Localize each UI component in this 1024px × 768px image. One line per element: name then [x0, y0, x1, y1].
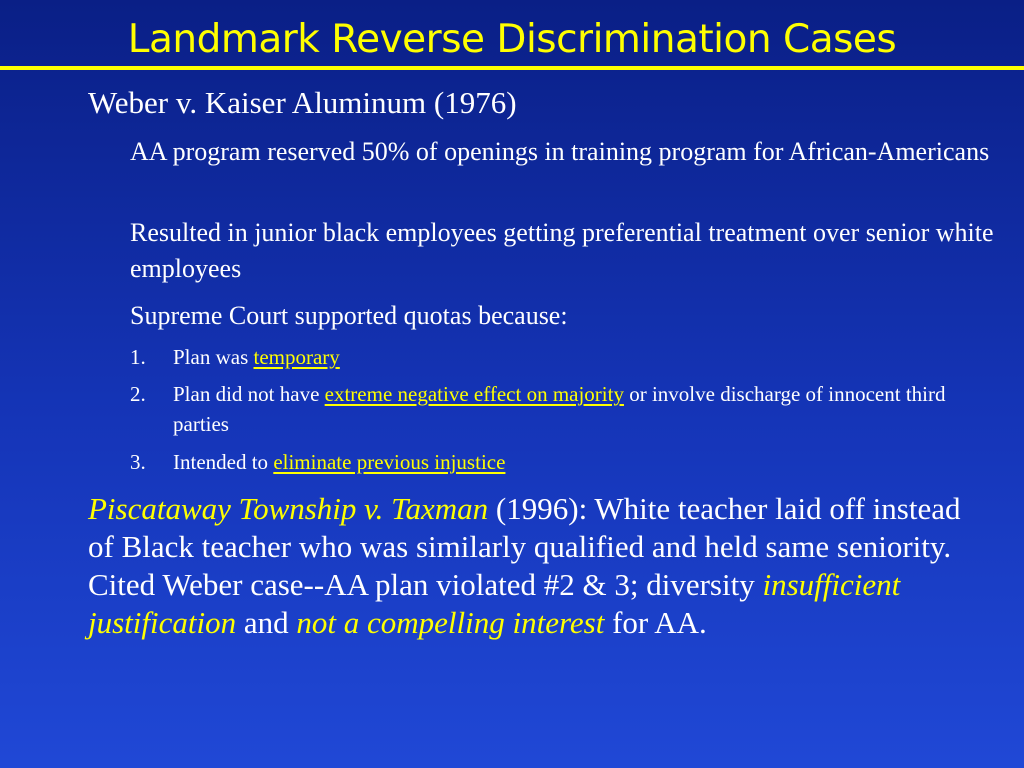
- subpoint-text: Supreme Court supported quotas because:: [130, 301, 568, 330]
- reason-emphasis: eliminate previous injustice: [273, 450, 506, 474]
- reason-emphasis: temporary: [253, 345, 340, 369]
- reason-emphasis: extreme negative effect on majority: [324, 382, 624, 406]
- reason-text: Plan did not have extreme negative effect on majority or involve discharge of innocent third parties: [173, 382, 946, 437]
- reason-number: 3.: [130, 450, 146, 474]
- subpoint-text: AA program reserved 50% of openings in training program for African-Americans: [130, 137, 990, 166]
- weber-heading: Weber v. Kaiser Aluminum (1976): [88, 85, 517, 120]
- case-name: Piscataway Township v. Taxman: [88, 491, 489, 526]
- emphasis-not-compelling: not a compelling interest: [296, 605, 605, 641]
- reason-number: 2.: [130, 382, 146, 406]
- reason-text: Intended to eliminate previous injustice: [173, 450, 506, 474]
- subpoint-quota: [78, 134, 998, 170]
- emphasis-insufficient: insufficient justification: [88, 567, 901, 641]
- piscataway-text: Piscataway Township v. Taxman (1996): White teacher laid off instead of Black teacher who was similarly qualified and held same seniority. Cited Weber case--AA plan violated #2 & 3; diversity insufficient justification and not a compelling interest for AA.: [88, 491, 961, 641]
- bullet-weber: [28, 84, 988, 122]
- bullet-piscataway: [28, 490, 988, 643]
- reason-item-2: [130, 379, 990, 439]
- reason-item-3: [130, 447, 990, 477]
- reason-number: 1.: [130, 345, 146, 369]
- subpoint-text: Resulted in junior black employees getting preferential treatment over senior white employees: [130, 218, 994, 283]
- subpoint-preferential: [78, 215, 998, 287]
- reason-text: Plan was temporary: [173, 345, 340, 369]
- subpoint-court: [78, 298, 998, 334]
- reason-item-1: [130, 342, 990, 372]
- slide-title: Landmark Reverse Discrimination Cases: [127, 17, 897, 62]
